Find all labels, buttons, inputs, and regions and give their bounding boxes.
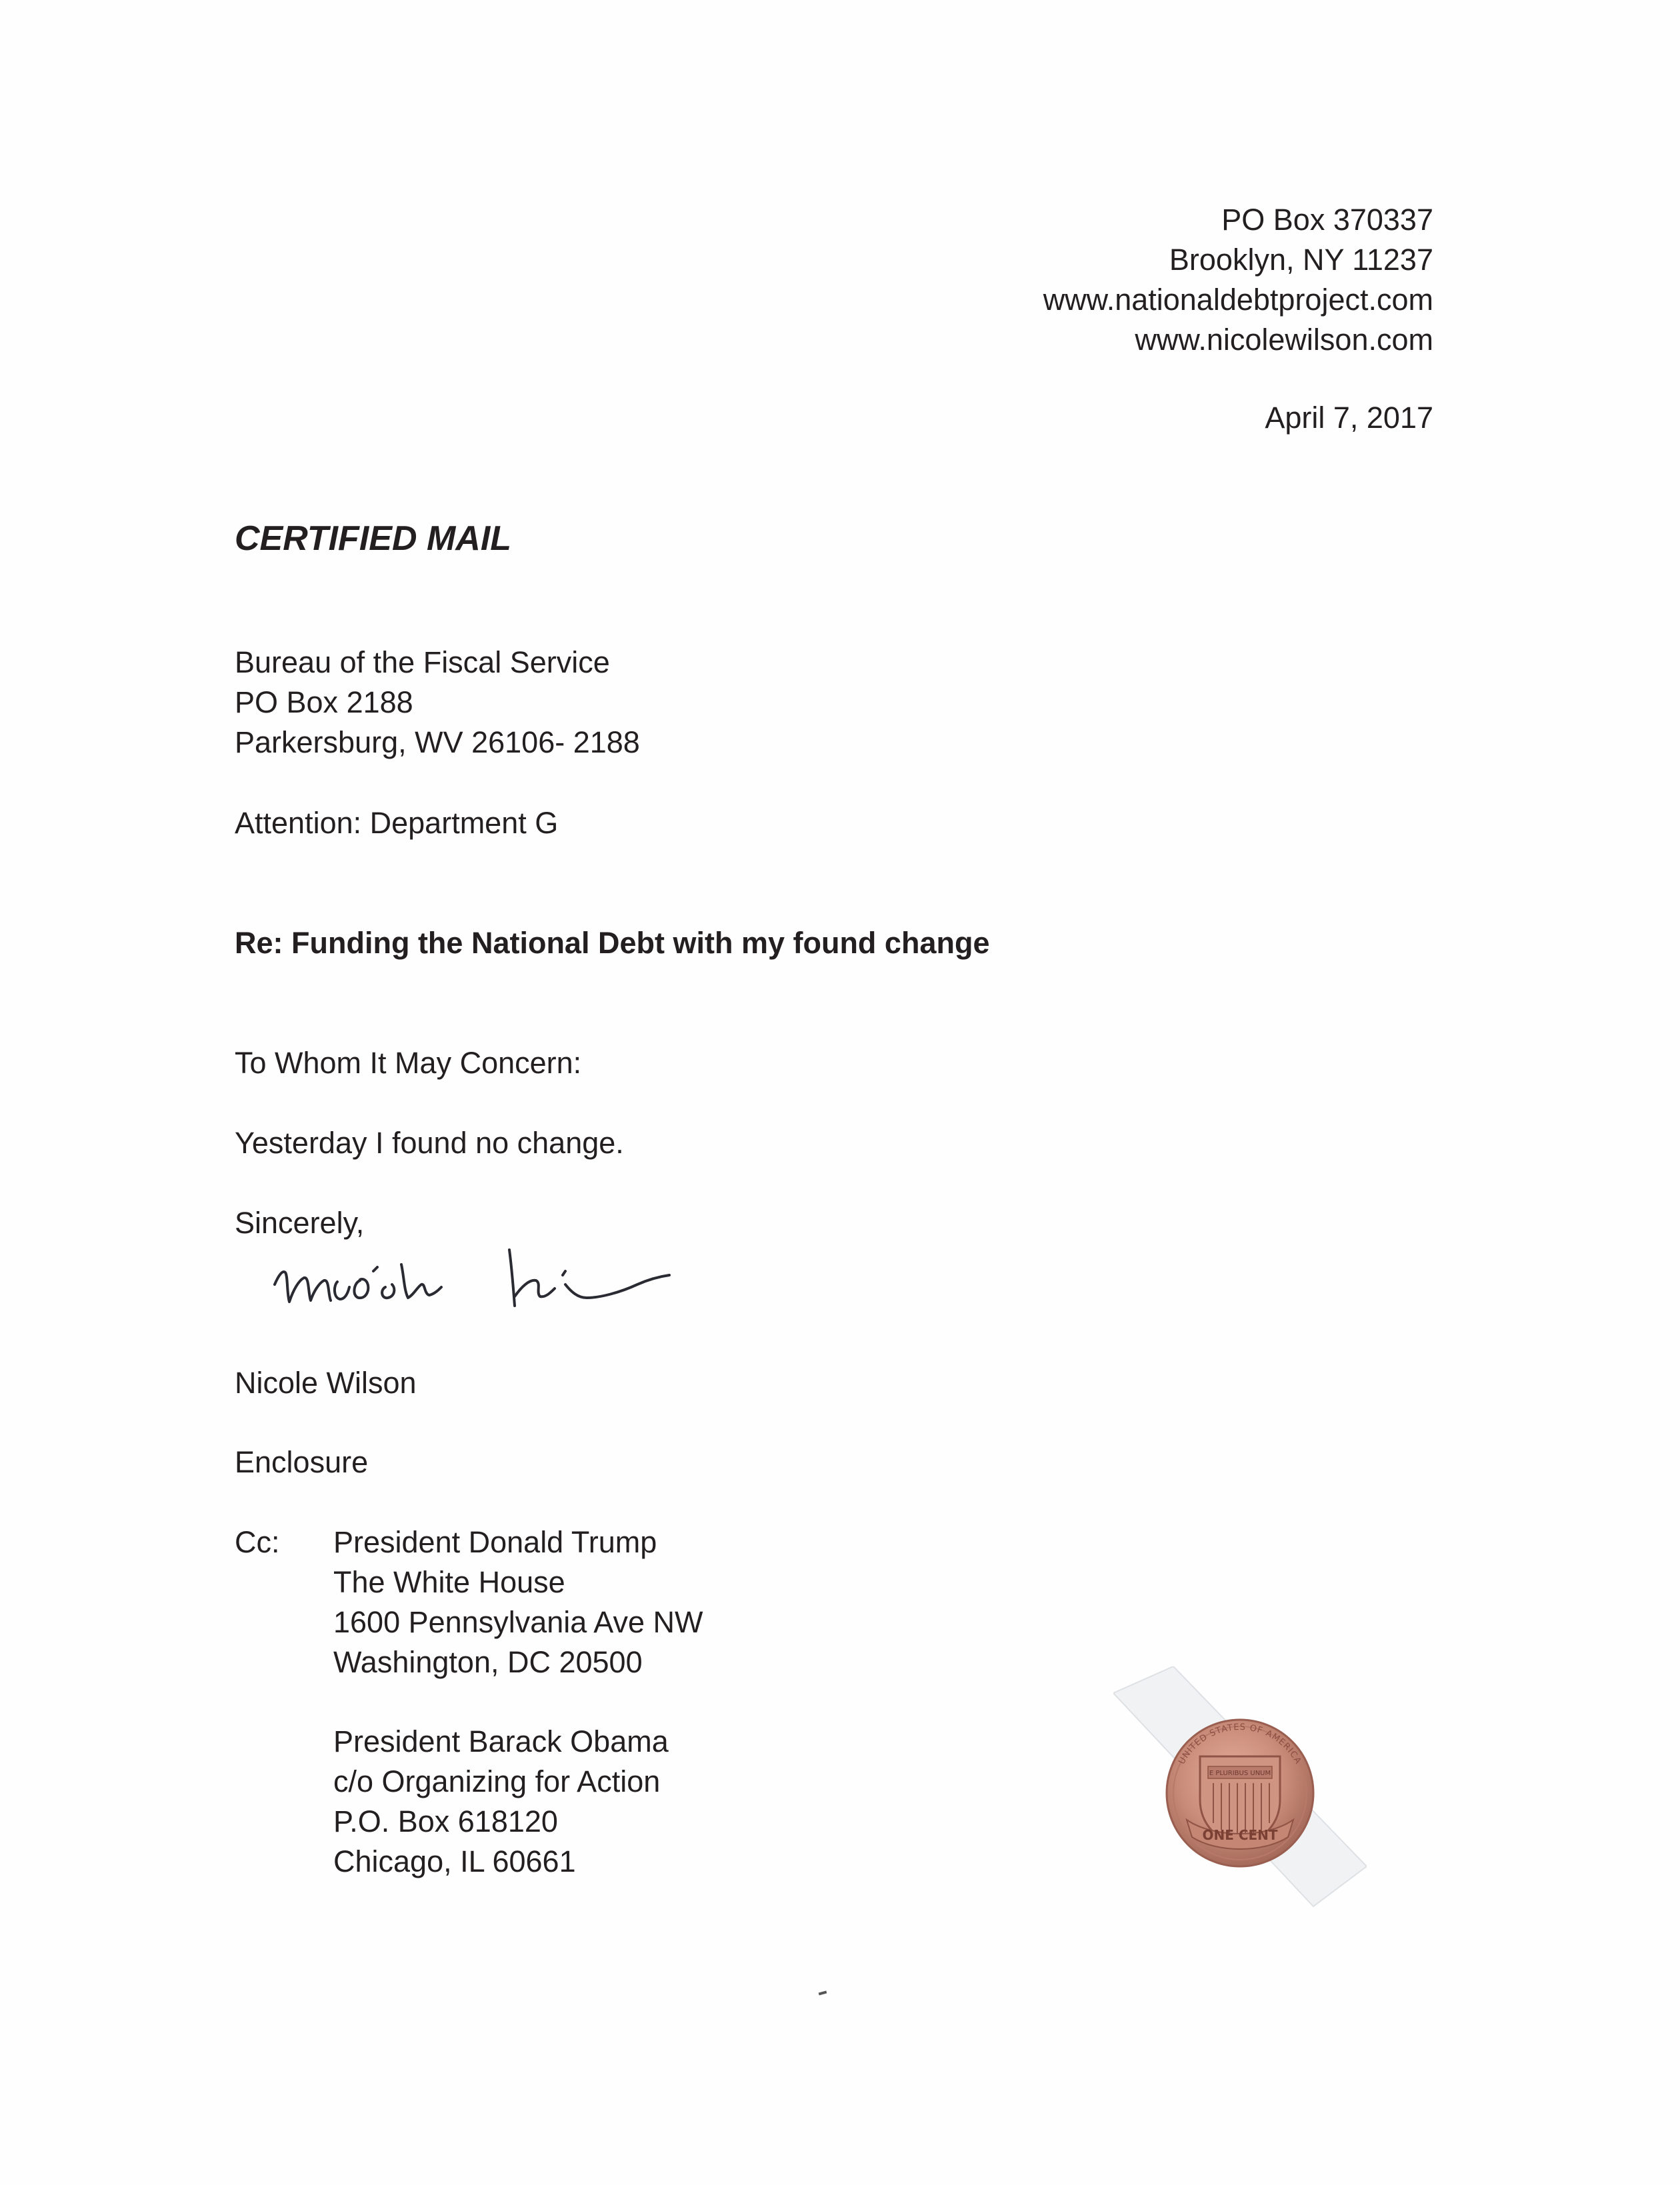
- cc1-name: President Donald Trump: [333, 1525, 657, 1559]
- subject-line: Re: Funding the National Debt with my found change: [235, 926, 990, 960]
- recipient-name: Bureau of the Fiscal Service: [235, 645, 610, 679]
- paper-speck: [819, 1991, 827, 1996]
- cc2-po-box: P.O. Box 618120: [333, 1804, 558, 1838]
- recipient-city-state: Parkersburg, WV 26106- 2188: [235, 725, 640, 759]
- sender-website-1: www.nationaldebtproject.com: [1043, 283, 1433, 317]
- coin-shield-text: E PLURIBUS UNUM: [1209, 1770, 1271, 1777]
- cc2-city-state: Chicago, IL 60661: [333, 1844, 576, 1878]
- body-text: Yesterday I found no change.: [235, 1126, 624, 1160]
- cc-label: Cc:: [235, 1525, 280, 1559]
- letter-date: April 7, 2017: [1265, 401, 1433, 435]
- cc-recipient-2: [333, 1722, 669, 1882]
- cc2-name: President Barack Obama: [333, 1724, 669, 1758]
- attention-line: Attention: Department G: [235, 806, 559, 840]
- cc2-org: c/o Organizing for Action: [333, 1764, 661, 1798]
- closing: Sincerely,: [235, 1206, 365, 1240]
- recipient-po-box: PO Box 2188: [235, 685, 413, 719]
- sender-address: [1043, 200, 1433, 360]
- mail-type-heading: CERTIFIED MAIL: [235, 519, 512, 558]
- sender-website-2: www.nicolewilson.com: [1135, 323, 1433, 357]
- cc1-city-state: Washington, DC 20500: [333, 1645, 643, 1679]
- signer-name: Nicole Wilson: [235, 1366, 417, 1400]
- sender-city-state: Brooklyn, NY 11237: [1169, 243, 1433, 277]
- cc-recipient-1: [333, 1522, 703, 1682]
- salutation: To Whom It May Concern:: [235, 1046, 582, 1080]
- handwritten-signature: [267, 1223, 680, 1323]
- coin-top-text: UNITED STATES OF AMERICA: [1177, 1722, 1303, 1766]
- sender-po-box: PO Box 370337: [1221, 203, 1433, 237]
- taped-penny: [1113, 1666, 1367, 1920]
- enclosure-note: Enclosure: [235, 1445, 369, 1479]
- recipient-address: [235, 643, 640, 763]
- cc1-org: The White House: [333, 1565, 565, 1599]
- cc1-street: 1600 Pennsylvania Ave NW: [333, 1605, 703, 1639]
- coin-denomination: ONE CENT: [1202, 1827, 1278, 1843]
